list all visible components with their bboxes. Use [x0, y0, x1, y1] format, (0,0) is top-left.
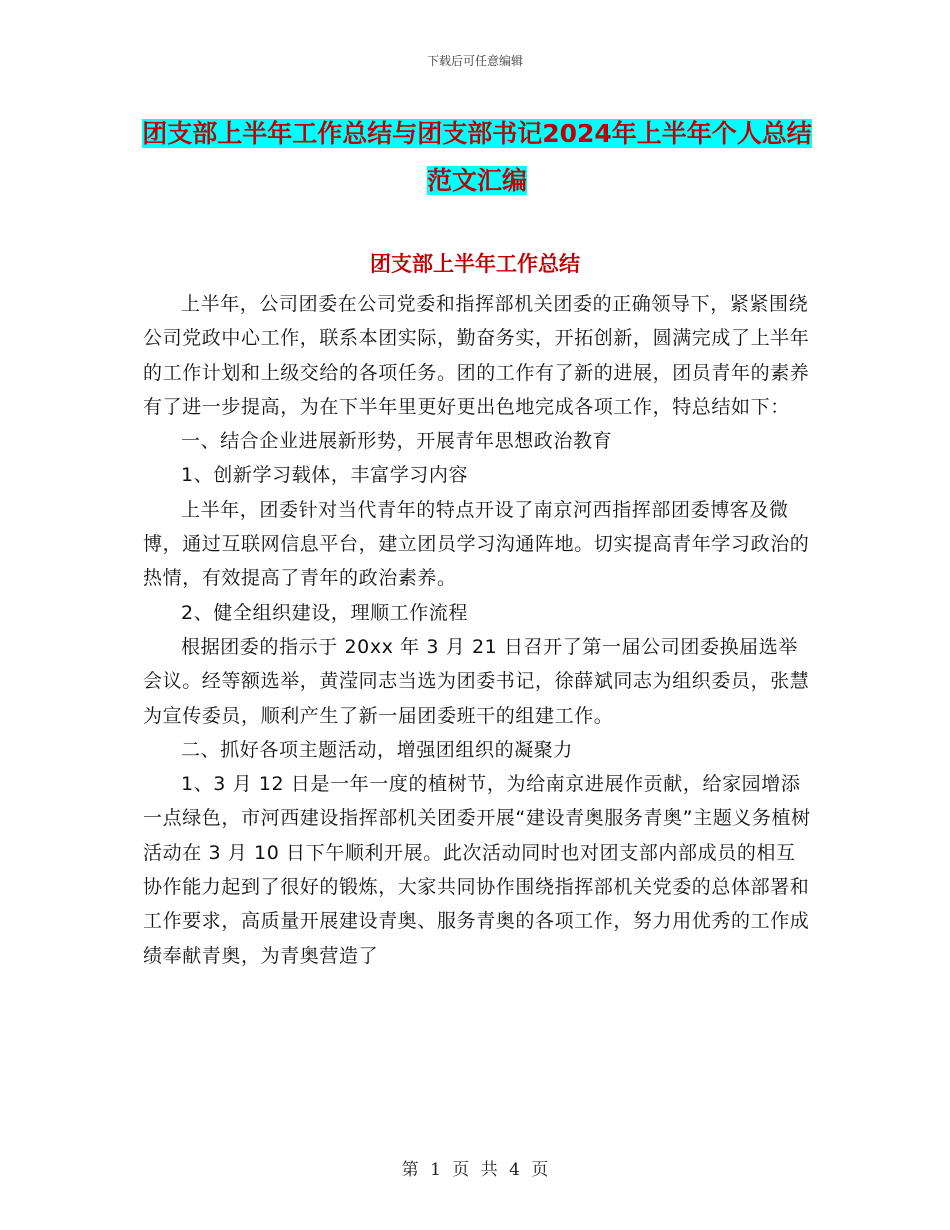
page-footer: 第 1 页 共 4 页	[401, 1160, 549, 1180]
heading-part-one: 一、结合企业进展新形势，开展青年思想政治教育	[181, 430, 613, 453]
paragraph-election: 根据团委的指示于 20xx 年 3 月 21 日召开了第一届公司团委换届选举会议。经等额选举，黄滢同志当选为团委书记，徐薛斌同志为组织委员，张慧为宣传委员，顺利产生了新一届团委班干的组建工作。	[143, 635, 810, 727]
body-text	[143, 287, 813, 973]
paragraph-tree-planting: 1、3 月 12 日是一年一度的植树节，为给南京进展作贡献，给家园增添一点绿色，市河西建设指挥部机关团委开展“建设青奥服务青奥”主题义务植树活动在 3 月 10 日下午顺利开展。此次活动同时也对团支部内部成员的相互协作能力起到了很好的锻炼，大家共同协作围绕指挥部机关党委的总体部署和工作要求，高质量开展建设青奥、服务青奥的各项工作，努力用优秀的工作成绩奉献青奥，为青奥营造了	[143, 773, 811, 967]
document-title	[142, 110, 812, 204]
subheading-1: 1、创新学习载体，丰富学习内容	[181, 464, 469, 487]
paragraph-intro: 上半年，公司团委在公司党委和指挥部机关团委的正确领导下，紧紧围绕公司党政中心工作，联系本团实际，勤奋务实，开拓创新，圆满完成了上半年的工作计划和上级交给的各项任务。团的工作有了新的进展，团员青年的素养有了进一步提高，为在下半年里更好更出色地完成各项工作，特总结如下：	[143, 293, 810, 418]
subheading-2: 2、健全组织建设，理顺工作流程	[181, 601, 469, 624]
page-header-note: 下载后可任意编辑	[426, 54, 523, 68]
section-title: 团支部上半年工作总结	[370, 252, 580, 276]
heading-part-two: 二、抓好各项主题活动，增强团组织的凝聚力	[181, 738, 574, 761]
paragraph-study: 上半年，团委针对当代青年的特点开设了南京河西指挥部团委博客及微博，通过互联网信息平台，建立团员学习沟通阵地。切实提高青年学习政治的热情，有效提高了青年的政治素养。	[143, 498, 810, 590]
document-title-text: 团支部上半年工作总结与团支部书记2024年上半年个人总结范文汇编	[142, 119, 812, 195]
